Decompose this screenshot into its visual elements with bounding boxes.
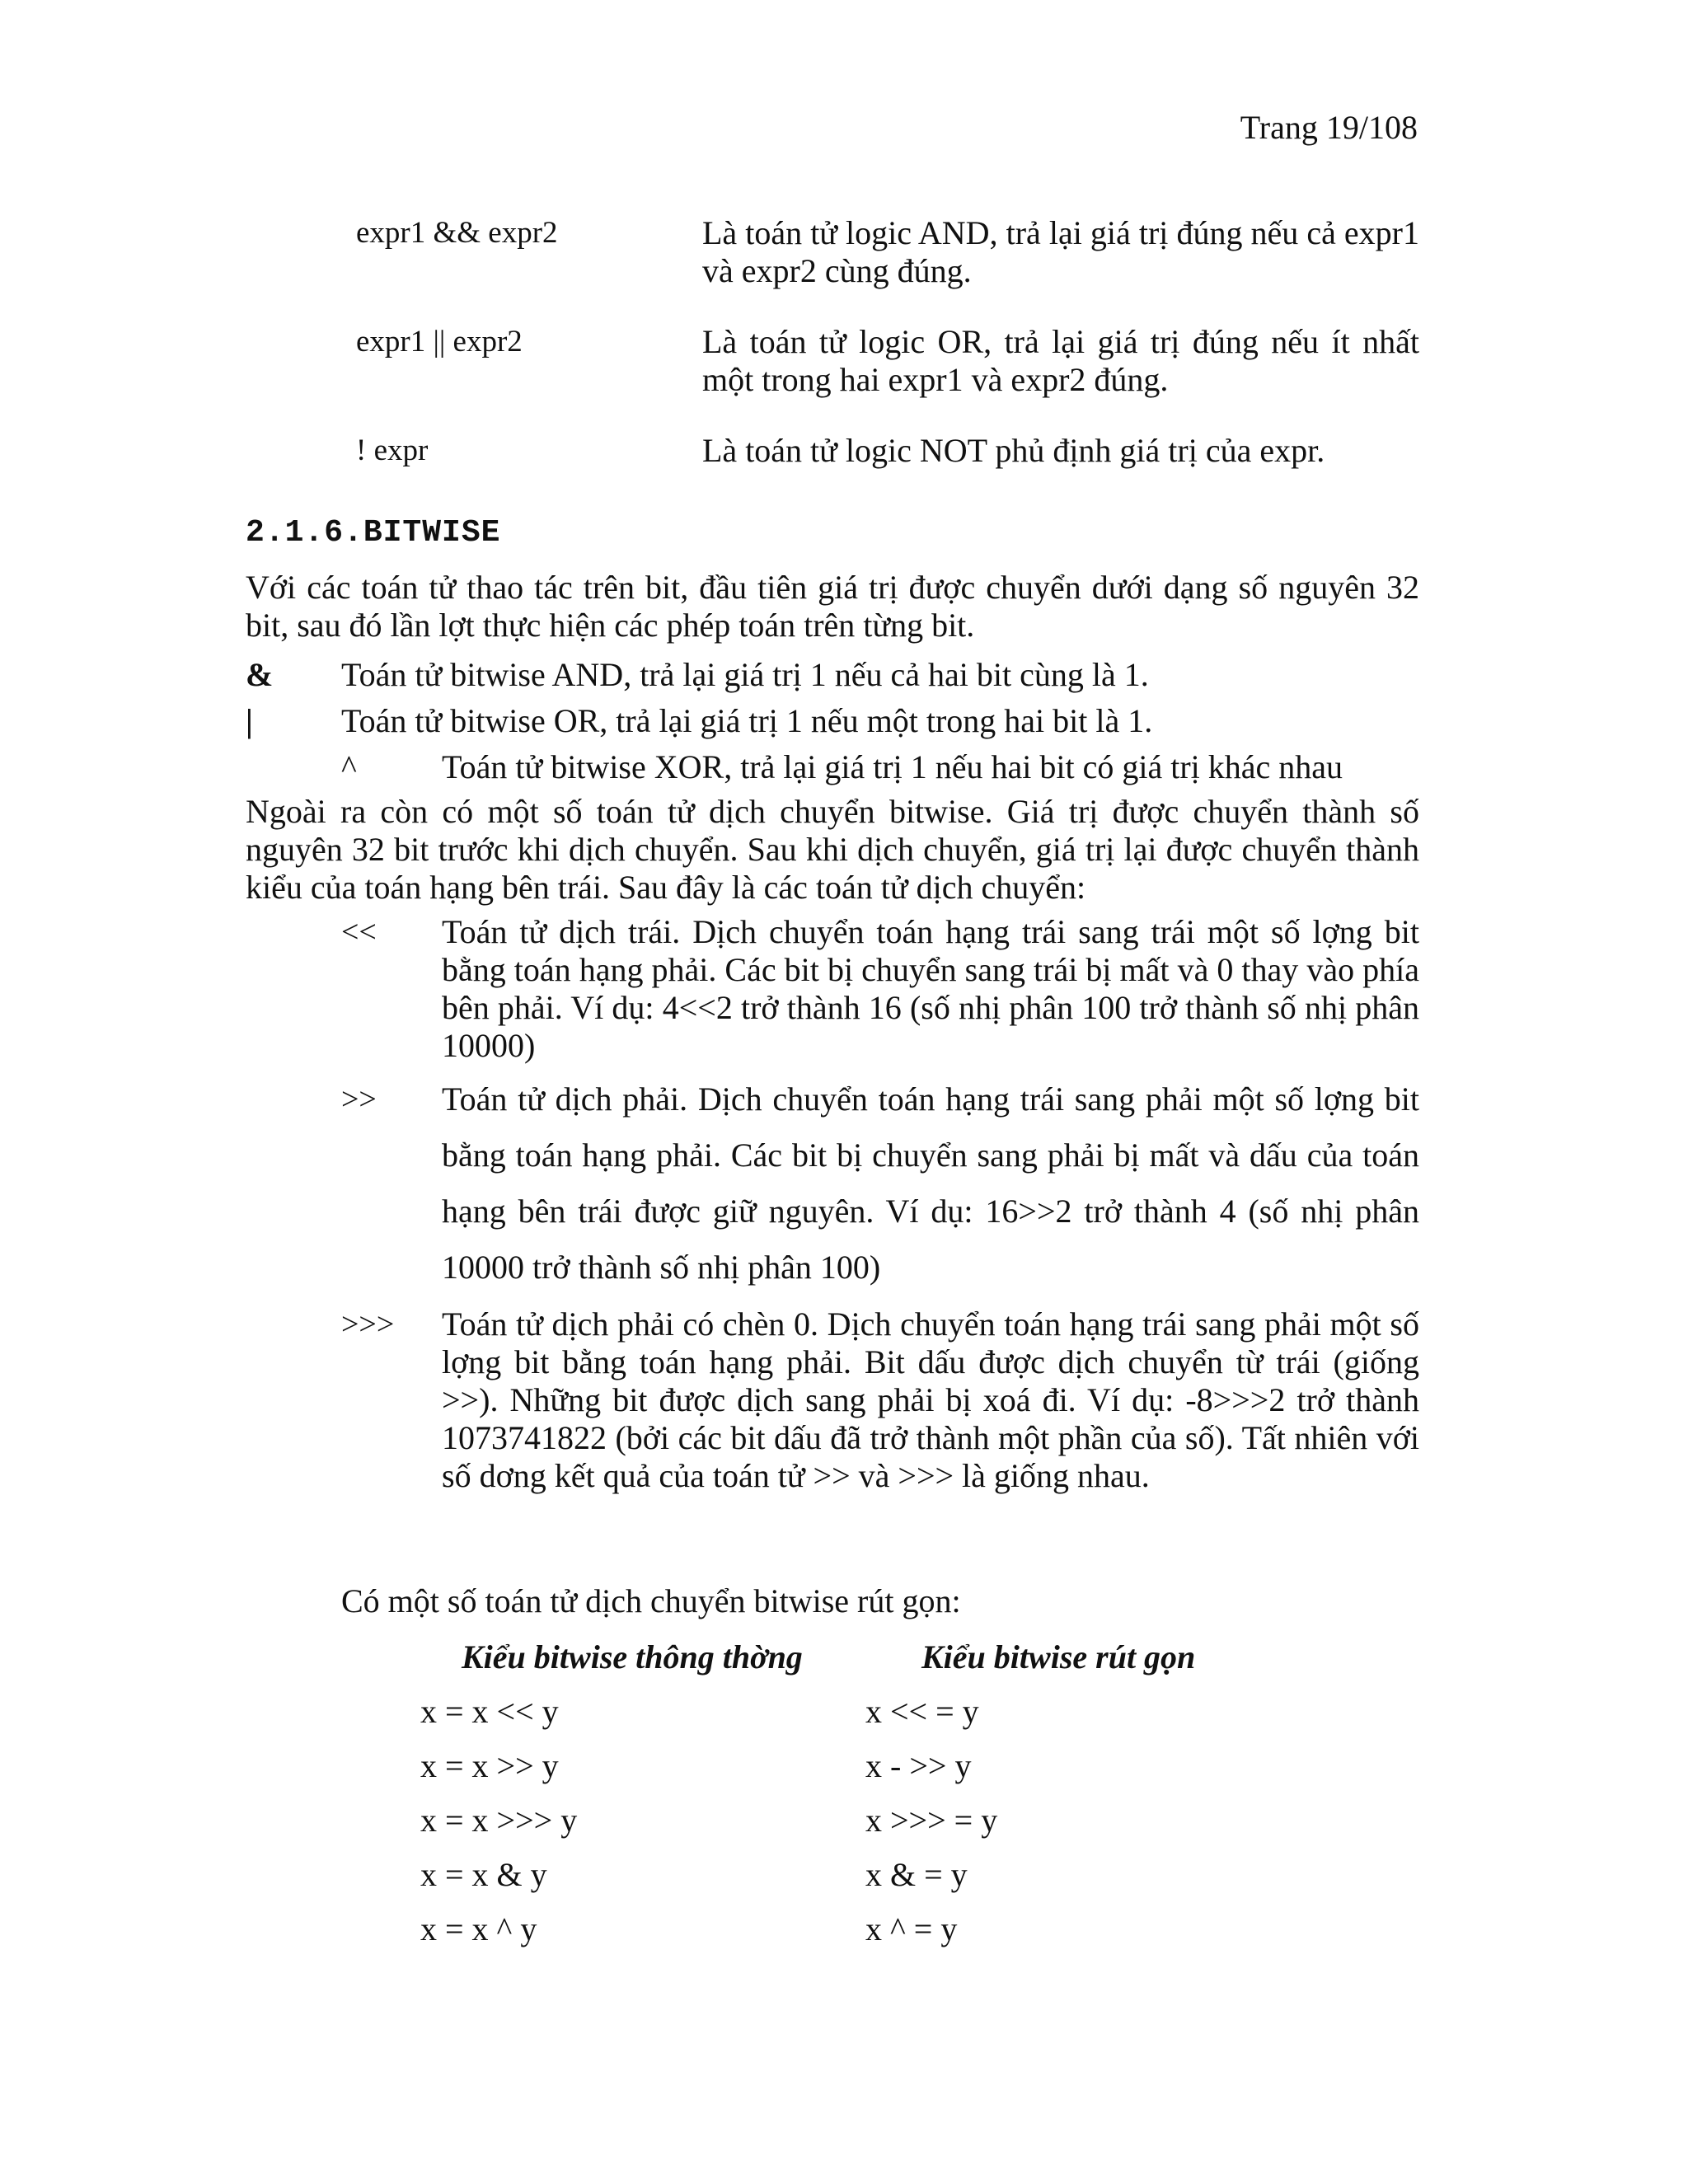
short-form: x - >> y bbox=[865, 1747, 972, 1784]
short-form: x ^ = y bbox=[865, 1910, 958, 1947]
normal-form: x = x << y bbox=[420, 1693, 559, 1730]
normal-form: x = x >>> y bbox=[420, 1802, 578, 1839]
logic-description: Là toán tử logic OR, trả lại giá trị đúng nếu ít nhất một trong hai expr1 và expr2 đúng. bbox=[702, 323, 1419, 398]
table-row bbox=[420, 1910, 1334, 1965]
table-row bbox=[420, 1802, 1334, 1856]
bitwise-or-line bbox=[246, 702, 1152, 740]
shift-description: Toán tử dịch phải có chèn 0. Dịch chuyển toán hạng trái sang phải một số lợng bit bằng toán hạng phải. Bit dấu được dịch chuyển từ trái (giống >>). Những bit được dịch sang phải bị xoá đi. Ví dụ: -8>>>2 trở thành 1073741822 (bởi các bit dấu đã trở thành một phần của số). Tất nhiên với số dơng kết quả của toán tử >> và >>> là giống nhau. bbox=[442, 1305, 1419, 1494]
table-row bbox=[420, 1693, 1334, 1747]
normal-form: x = x & y bbox=[420, 1856, 547, 1893]
op-symbol: | bbox=[246, 702, 253, 739]
op-description: Toán tử bitwise XOR, trả lại giá trị 1 nếu hai bit có giá trị khác nhau bbox=[442, 748, 1343, 785]
logic-description: Là toán tử logic NOT phủ định giá trị của expr. bbox=[702, 432, 1325, 469]
bitwise-xor-line bbox=[341, 748, 1343, 786]
short-form: x >>> = y bbox=[865, 1802, 998, 1839]
normal-form: x = x >> y bbox=[420, 1747, 559, 1784]
bitwise-intro-paragraph: Với các toán tử thao tác trên bit, đầu tiên giá trị được chuyển dưới dạng số nguyên 32 bit, sau đó lần lợt thực hiện các phép toán trên từng bit. bbox=[246, 569, 1419, 644]
compound-operators-table bbox=[420, 1638, 1334, 1965]
normal-form: x = x ^ y bbox=[420, 1910, 537, 1947]
logic-description: Là toán tử logic AND, trả lại giá trị đúng nếu cả expr1 và expr2 cùng đúng. bbox=[702, 214, 1419, 289]
logic-operator: expr1 && expr2 bbox=[356, 216, 558, 250]
compound-table-header bbox=[420, 1638, 1334, 1693]
logic-operators-table bbox=[356, 214, 1419, 503]
op-description: Toán tử bitwise OR, trả lại giá trị 1 nếu một trong hai bit là 1. bbox=[341, 702, 1153, 739]
section-heading: 2.1.6.BITWISE bbox=[246, 515, 501, 551]
compound-intro: Có một số toán tử dịch chuyển bitwise rút gọn: bbox=[341, 1582, 961, 1619]
shift-symbol: >>> bbox=[341, 1307, 395, 1342]
shift-right-zero-fill-item bbox=[341, 1305, 1419, 1495]
short-form: x & = y bbox=[865, 1856, 968, 1893]
op-symbol: & bbox=[246, 656, 274, 693]
logic-operator: expr1 || expr2 bbox=[356, 325, 523, 359]
shift-right-item bbox=[341, 1071, 1419, 1296]
shift-symbol: << bbox=[341, 915, 377, 949]
logic-row-and bbox=[356, 214, 1419, 290]
logic-row-or bbox=[356, 323, 1419, 399]
table-row bbox=[420, 1747, 1334, 1802]
column-header-normal: Kiểu bitwise thông thờng bbox=[462, 1638, 803, 1675]
shift-intro-paragraph: Ngoài ra còn có một số toán tử dịch chuyển bitwise. Giá trị được chuyển thành số nguyên 32 bit trước khi dịch chuyển. Sau khi dịch chuyển, giá trị lại được chuyển thành kiểu của toán hạng bên trái. Sau đây là các toán tử dịch chuyển: bbox=[246, 793, 1419, 906]
shift-description: Toán tử dịch phải. Dịch chuyển toán hạng trái sang phải một số lợng bit bằng toán hạng phải. Các bit bị chuyển sang phải bị mất và dấu của toán hạng bên trái được giữ nguyên. Ví dụ: 16>>2 trở thành 4 (số nhị phân 10000 trở thành số nhị phân 100) bbox=[442, 1080, 1419, 1286]
shift-symbol: >> bbox=[341, 1082, 377, 1117]
logic-operator: ! expr bbox=[356, 434, 429, 467]
short-form: x << = y bbox=[865, 1693, 979, 1730]
logic-row-not bbox=[356, 432, 1419, 470]
column-header-short: Kiểu bitwise rút gọn bbox=[921, 1638, 1196, 1675]
table-row bbox=[420, 1856, 1334, 1910]
op-symbol: ^ bbox=[341, 748, 357, 785]
shift-description: Toán tử dịch trái. Dịch chuyển toán hạng trái sang trái một số lợng bit bằng toán hạng phải. Các bit bị chuyển sang trái bị mất và 0 thay vào phía bên phải. Ví dụ: 4<<2 trở thành 16 (số nhị phân 100 trở thành số nhị phân 10000) bbox=[442, 913, 1419, 1064]
op-description: Toán tử bitwise AND, trả lại giá trị 1 nếu cả hai bit cùng là 1. bbox=[341, 656, 1149, 693]
shift-left-item bbox=[341, 913, 1419, 1065]
bitwise-and-line bbox=[246, 656, 1149, 694]
page-number: Trang 19/108 bbox=[1240, 109, 1418, 146]
